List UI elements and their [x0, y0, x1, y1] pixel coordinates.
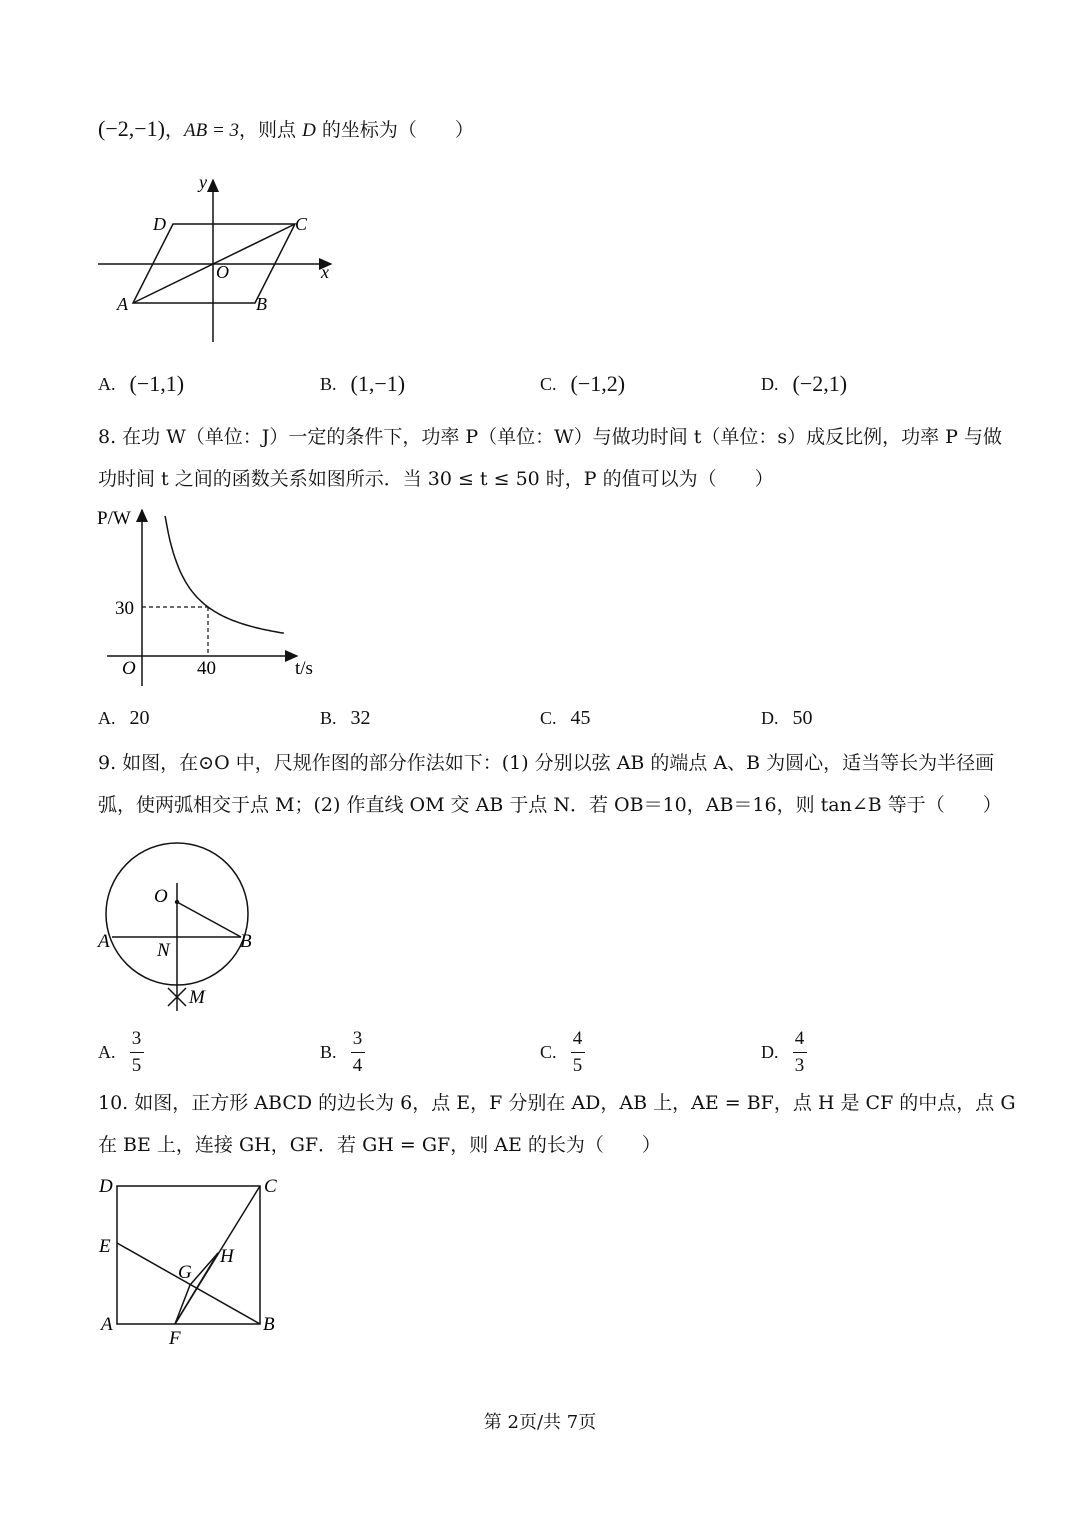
- q9-option-c-fraction: $\frac{4}{5}$: [571, 1028, 585, 1077]
- q7-label-a: A: [117, 294, 128, 314]
- q8-option-c[interactable]: C. 45: [540, 706, 591, 729]
- q7-option-d[interactable]: D. (−2,1): [761, 371, 848, 396]
- q10-line2: 在 BE 上，连接 GH，GF．若 GH = GF，则 AE 的长为（ ）: [98, 1134, 661, 1156]
- q9-label-a: A: [98, 931, 110, 952]
- q7-label-y: y: [199, 172, 207, 192]
- q10-label-f: F: [169, 1328, 181, 1349]
- q8-ylabel: P/W: [97, 508, 131, 529]
- q7-option-a[interactable]: A. (−1,1): [98, 371, 185, 396]
- q9-circle-figure: [95, 825, 270, 1020]
- q8-curve: [165, 516, 284, 633]
- q9-line1: 9. 如图，在⊙O 中，尺规作图的部分作法如下：(1) 分别以弦 AB 的端点 A、B 为圆心，适当等长为半径画: [98, 752, 995, 774]
- q7-label-x: x: [321, 262, 329, 282]
- q7-ab: AB = 3: [183, 120, 240, 141]
- q7-parallelogram-figure: [95, 170, 345, 350]
- q7-coord: (−2,−1): [98, 116, 165, 141]
- q7-label-c: C: [295, 214, 308, 234]
- q9-line2: 弧，使两弧相交于点 M；(2) 作直线 OM 交 AB 于点 N．若 OB＝10，AB＝16，则 tan∠B 等于（ ）: [98, 794, 1002, 816]
- q7-option-b[interactable]: B. (1,−1): [320, 371, 406, 396]
- q10-label-d: D: [99, 1176, 113, 1197]
- q8-ytick: 30: [115, 598, 134, 619]
- page-footer: 第 2页/共 7页: [483, 1412, 597, 1433]
- q8-line2: 功时间 t 之间的函数关系如图所示．当 30 ≤ t ≤ 50 时，P 的值可以为（ ）: [98, 468, 774, 490]
- q10-label-c: C: [264, 1176, 277, 1197]
- q8-inverse-graph: [95, 500, 325, 695]
- q9-option-d-fraction: $\frac{4}{3}$: [793, 1028, 807, 1077]
- q10-label-a: A: [101, 1314, 113, 1335]
- q9-option-b-fraction: $\frac{3}{4}$: [351, 1028, 365, 1077]
- q9-center-dot: [175, 900, 179, 904]
- q9-options: [98, 1022, 998, 1082]
- q10-line-be: [117, 1243, 260, 1324]
- q9-option-a[interactable]: A. $\frac{3}{5}$: [98, 1022, 144, 1082]
- q8-xtick: 40: [197, 658, 216, 679]
- q9-label-b: B: [240, 931, 252, 952]
- q10-label-b: B: [263, 1314, 275, 1335]
- q7-stem: (−2,−1)，AB = 3，则点 D 的坐标为（ ）: [98, 116, 474, 141]
- q10-label-e: E: [99, 1236, 111, 1257]
- q9-label-m: M: [189, 987, 205, 1008]
- q9-option-b[interactable]: B. $\frac{3}{4}$: [320, 1022, 365, 1082]
- q10-label-h: H: [220, 1246, 234, 1267]
- q9-option-a-fraction: $\frac{3}{5}$: [130, 1028, 144, 1077]
- q8-option-b[interactable]: B. 32: [320, 706, 371, 729]
- q10-label-g: G: [178, 1262, 192, 1283]
- q7-label-o: O: [216, 262, 229, 282]
- q7-options: [98, 362, 998, 406]
- q10-square-figure: [95, 1170, 295, 1350]
- q8-origin: O: [122, 658, 136, 679]
- q9-label-o: O: [154, 886, 168, 907]
- q10-line-gh: [190, 1253, 218, 1285]
- q7-label-d: D: [153, 214, 166, 234]
- q10-line1: 10. 如图，正方形 ABCD 的边长为 6，点 E，F 分别在 AD，AB 上，AE = BF，点 H 是 CF 的中点，点 G: [98, 1092, 1016, 1114]
- q9-option-c[interactable]: C. $\frac{4}{5}$: [540, 1022, 585, 1082]
- q9-radius-ob: [177, 902, 241, 937]
- q7-option-c[interactable]: C. (−1,2): [540, 371, 626, 396]
- q8-xlabel: t/s: [295, 658, 313, 679]
- q8-option-d[interactable]: D. 50: [761, 706, 813, 729]
- q8-options: [98, 696, 998, 740]
- q7-label-b: B: [256, 294, 267, 314]
- q8-line1: 8. 在功 W（单位：J）一定的条件下，功率 P（单位：W）与做功时间 t（单位：s）成反比例，功率 P 与做: [98, 426, 1002, 448]
- q9-option-d[interactable]: D. $\frac{4}{3}$: [761, 1022, 807, 1082]
- q8-option-a[interactable]: A. 20: [98, 706, 150, 729]
- q9-label-n: N: [157, 940, 170, 961]
